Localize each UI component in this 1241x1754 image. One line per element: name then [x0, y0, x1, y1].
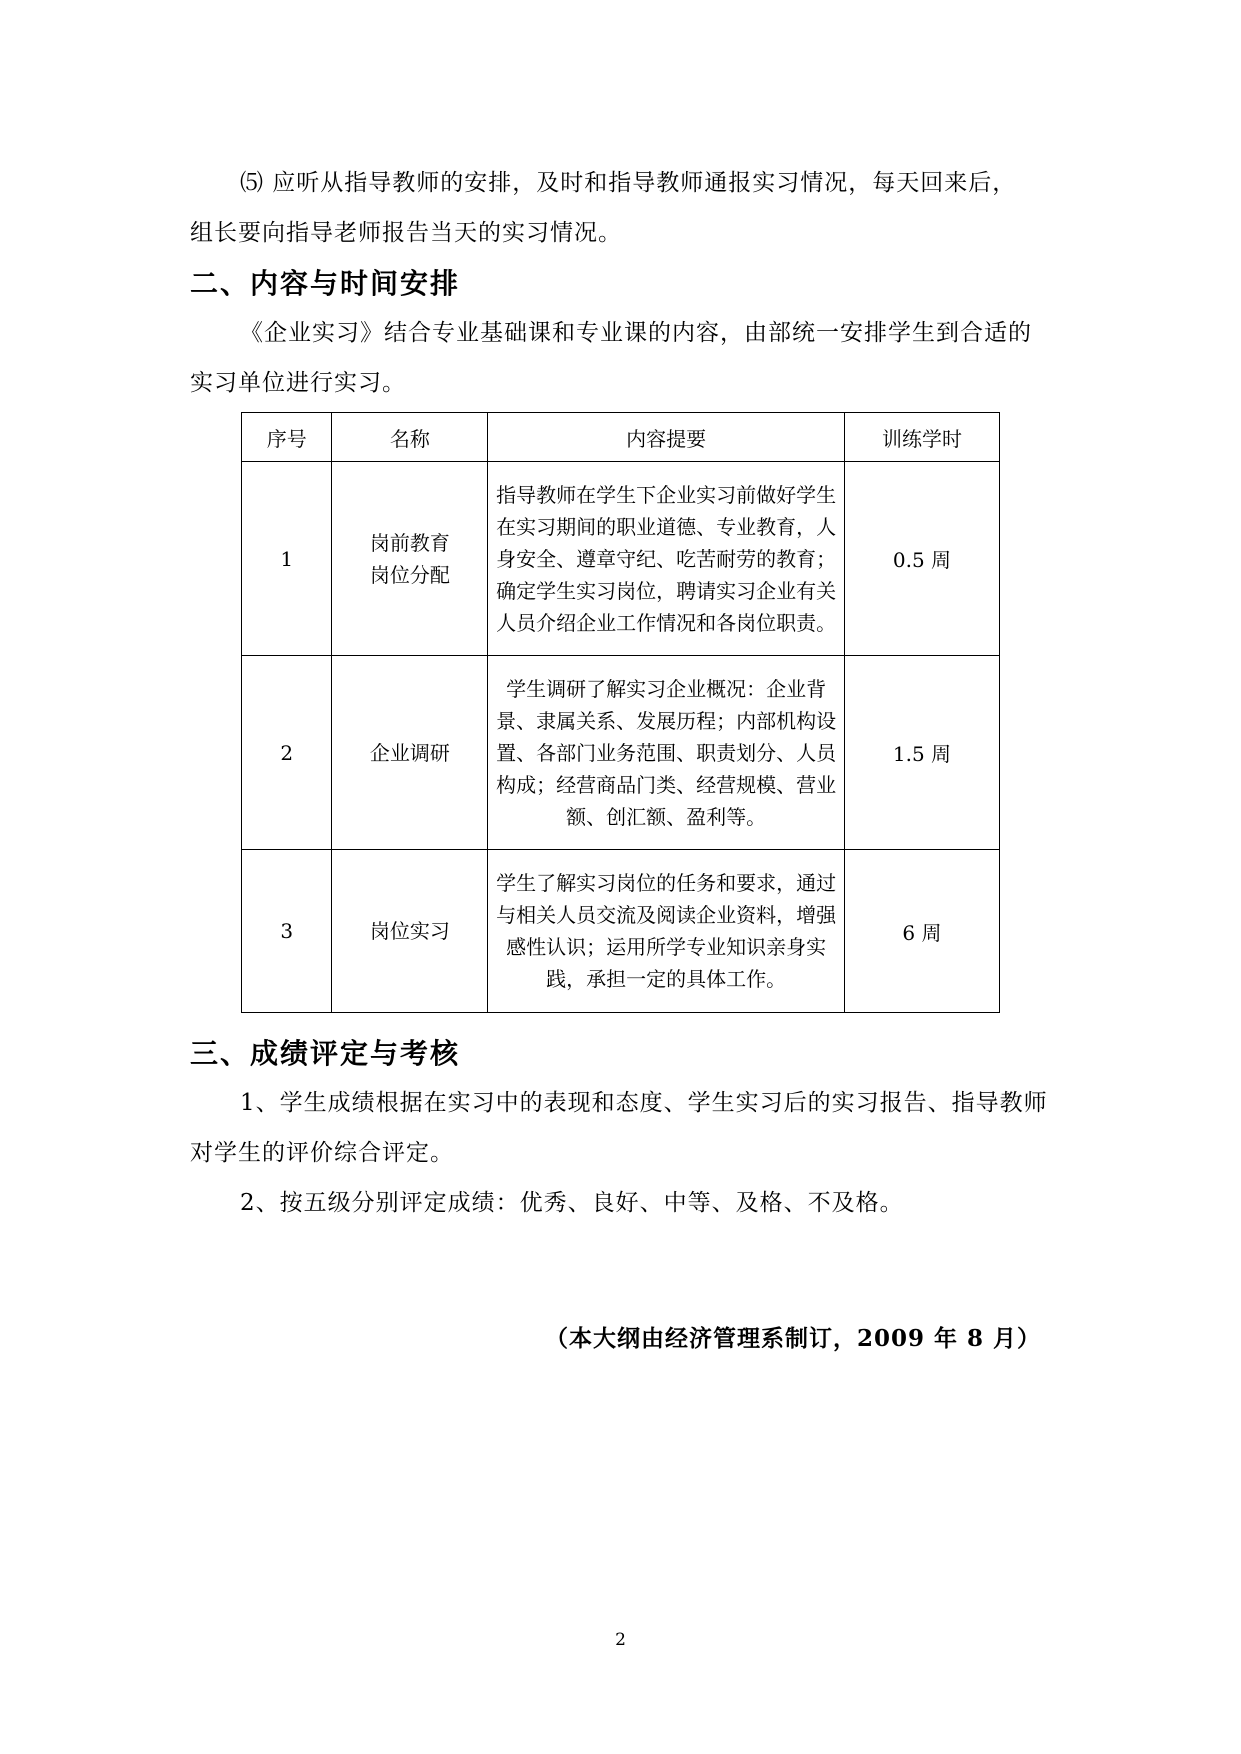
- row-name-line1: 企业调研: [369, 740, 450, 765]
- intro-item5-line2: 组长要向指导老师报告当天的实习情况。: [190, 220, 622, 246]
- section3-paragraph2: 2、按五级分别评定成绩：优秀、良好、中等、及格、不及格。: [240, 1190, 904, 1216]
- row-name: [332, 462, 488, 656]
- row-name-line2: 岗位分配: [369, 562, 450, 587]
- signature-line: （本大纲由经济管理系制订，2009 年 8 月）: [545, 1325, 1042, 1352]
- row-name: [332, 656, 488, 850]
- row-no: 1: [242, 462, 332, 656]
- section2-paragraph: 《企业实习》结合专业基础课和专业课的内容，由部统一安排学生到合适的实习单位进行实习。: [190, 320, 1032, 396]
- row-name: [332, 850, 488, 1013]
- header-summary: 内容提要: [488, 413, 845, 462]
- table-row: [242, 850, 1000, 1013]
- row-summary: 学生了解实习岗位的任务和要求，通过与相关人员交流及阅读企业资料，增强感性认识；运用所学专业知识亲身实践，承担一定的具体工作。: [488, 850, 845, 1013]
- row-no: 2: [242, 656, 332, 850]
- header-hours: 训练学时: [844, 413, 999, 462]
- section3-paragraph1: 1、学生成绩根据在实习中的表现和态度、学生实习后的实习报告、指导教师对学生的评价综合评定。: [190, 1090, 1048, 1166]
- row-name-line1: 岗位实习: [369, 919, 450, 943]
- intro-item5-line1: ⑸ 应听从指导教师的安排，及时和指导教师通报实习情况，每天回来后，: [240, 170, 1017, 196]
- header-name: 名称: [332, 413, 488, 462]
- page-number: 2: [615, 1630, 626, 1650]
- section3-heading: 三、成绩评定与考核: [190, 1037, 461, 1070]
- row-name-line1: 岗前教育: [369, 530, 450, 555]
- row-no: 3: [242, 850, 332, 1013]
- row-summary: 指导教师在学生下企业实习前做好学生在实习期间的职业道德、专业教育，人身安全、遵章守纪、吃苦耐劳的教育；确定学生实习岗位，聘请实习企业有关人员介绍企业工作情况和各岗位职责。: [488, 462, 845, 656]
- section2-heading: 二、内容与时间安排: [190, 267, 461, 300]
- row-summary: 学生调研了解实习企业概况：企业背景、隶属关系、发展历程；内部机构设置、各部门业务范围、职责划分、人员构成；经营商品门类、经营规模、营业额、创汇额、盈利等。: [488, 656, 845, 850]
- row-hours: 6 周: [844, 850, 999, 1013]
- table-row: [242, 656, 1000, 850]
- table-header-row: [242, 413, 1000, 462]
- row-hours: 0.5 周: [844, 462, 999, 656]
- row-hours: 1.5 周: [844, 656, 999, 850]
- header-no: 序号: [242, 413, 332, 462]
- schedule-table: [241, 412, 1000, 1013]
- table-row: [242, 462, 1000, 656]
